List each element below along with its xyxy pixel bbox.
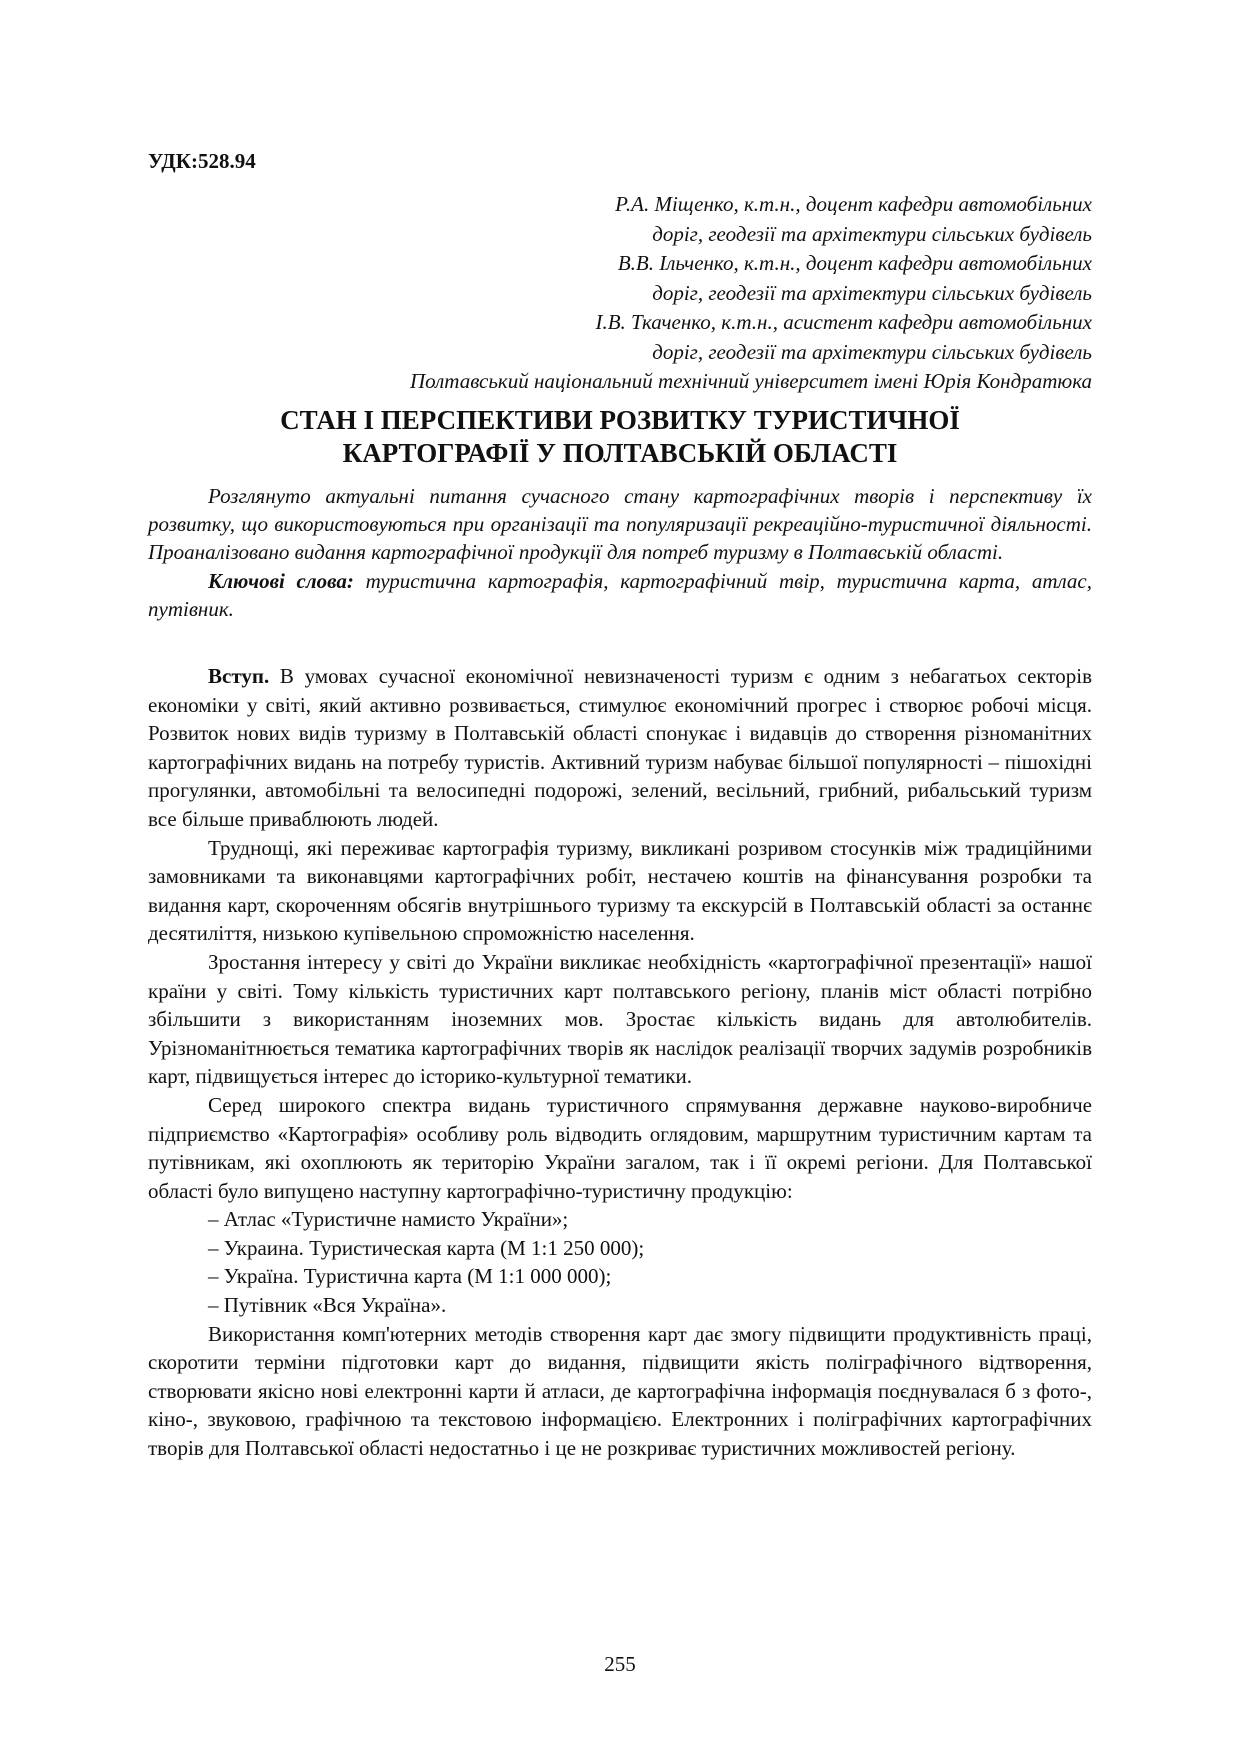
- university-line: Полтавський національний технічний університет імені Юрія Кондратюка: [409, 369, 1092, 393]
- list-item: – Атлас «Туристичне намисто України»;: [208, 1207, 569, 1232]
- list-item: – Украина. Туристическая карта (М 1:1 250 000);: [208, 1235, 645, 1260]
- keywords-label: Ключові слова:: [208, 568, 354, 593]
- intro-lead: Вступ.: [208, 664, 270, 688]
- author-line: доріг, геодезії та архітектури сільських будівель: [652, 221, 1092, 246]
- body-paragraph: Використання комп'ютерних методів створення карт дає змогу підвищити продуктивність праці, скоротити терміни підготовки карт до видання, підвищити якість поліграфічного відтворення, створювати якісно нові електронні карти й атласи, де картографічна інформація поєднувалася б з фото-, кіно-, звуковою, графічною та текстовою інформацією. Електронних і поліграфічних картографічних творів для Полтавської області недостатньо і це не розкриває туристичних можливостей регіону.: [148, 1321, 1092, 1461]
- list-item: – Україна. Туристична карта (М 1:1 000 000);: [208, 1264, 612, 1289]
- list-item: – Путівник «Вся Україна».: [208, 1293, 447, 1318]
- author-line: Р.А. Міщенко, к.т.н., доцент кафедри автомобільних: [615, 192, 1092, 216]
- author-line: В.В. Ільченко, к.т.н., доцент кафедри автомобільних: [617, 251, 1092, 275]
- author-line: І.В. Ткаченко, к.т.н., асистент кафедри автомобільних: [595, 310, 1092, 334]
- abstract-block: [148, 482, 1092, 623]
- udk-code: УДК:528.94: [148, 149, 256, 173]
- body-paragraph: Труднощі, які переживає картографія туризму, викликані розривом стосунків між традиційними замовниками та виконавцями картографічних робіт, нестачею коштів на фінансування розробки та видання карт, скороченням обсягів внутрішнього туризму та екскурсій в Полтавській області за останнє десятиліття, низькою купівельною спроможністю населення.: [148, 835, 1092, 946]
- author-line: доріг, геодезії та архітектури сільських будівель: [652, 339, 1092, 364]
- author-line: доріг, геодезії та архітектури сільських будівель: [652, 280, 1092, 305]
- abstract-text: Розглянуто актуальні питання сучасного стану картографічних творів і перспективу їх розвитку, що використовуються при організації та популяризації рекреаційно-туристичної діяльності. Проаналізовано видання картографічної продукції для потреб туризму в Полтавській області.: [148, 484, 1092, 565]
- intro-text: В умовах сучасної економічної невизначеності туризм є одним з небагатьох секторів економіки у світі, який активно розвивається, стимулює економічний прогрес і створює робочі місця. Розвиток нових видів туризму в Полтавській області спонукає і видавців до створення різноманітних картографічних видань на потребу туристів. Активний туризм набуває більшої популярності – пішохідні прогулянки, автомобільні та велосипедні подорожі, зелений, весільний, грибний, рибальський туризм все більше приваблюють людей.: [148, 664, 1092, 831]
- page-number: 255: [604, 1652, 636, 1676]
- article-title: [148, 404, 1092, 470]
- product-list: [148, 1205, 1092, 1319]
- document-page: [148, 0, 1092, 1754]
- body-paragraph: Зростання інтересу у світі до України викликає необхідність «картографічної презентації» нашої країни у світі. Тому кількість туристичних карт полтавського регіону, планів міст області потрібно збільшити з використанням іноземних мов. Зростає кількість видань для автолюбителів. Урізноманітнюється тематика картографічних творів як наслідок реалізації творчих задумів розробників карт, підвищується інтерес до історико-культурної тематики.: [148, 949, 1092, 1089]
- keywords-text: туристична картографія, картографічний твір, туристична карта, атлас, путівник.: [148, 568, 1092, 621]
- keywords: [148, 567, 1092, 623]
- author-affiliations: [148, 190, 1092, 397]
- body-paragraph: Серед широкого спектра видань туристичного спрямування державне науково-виробниче підприємство «Картографія» особливу роль відводить оглядовим, маршрутним туристичним картам та путівникам, які охоплюють як територію України загалом, так і її окремі регіони. Для Полтавської області було випущено наступну картографічно-туристичну продукцію:: [148, 1092, 1092, 1203]
- title-line: КАРТОГРАФІЇ У ПОЛТАВСЬКІЙ ОБЛАСТІ: [342, 438, 898, 468]
- article-body: [148, 662, 1092, 1463]
- intro-paragraph: [148, 662, 1092, 834]
- title-line: СТАН І ПЕРСПЕКТИВИ РОЗВИТКУ ТУРИСТИЧНОЇ: [280, 405, 960, 435]
